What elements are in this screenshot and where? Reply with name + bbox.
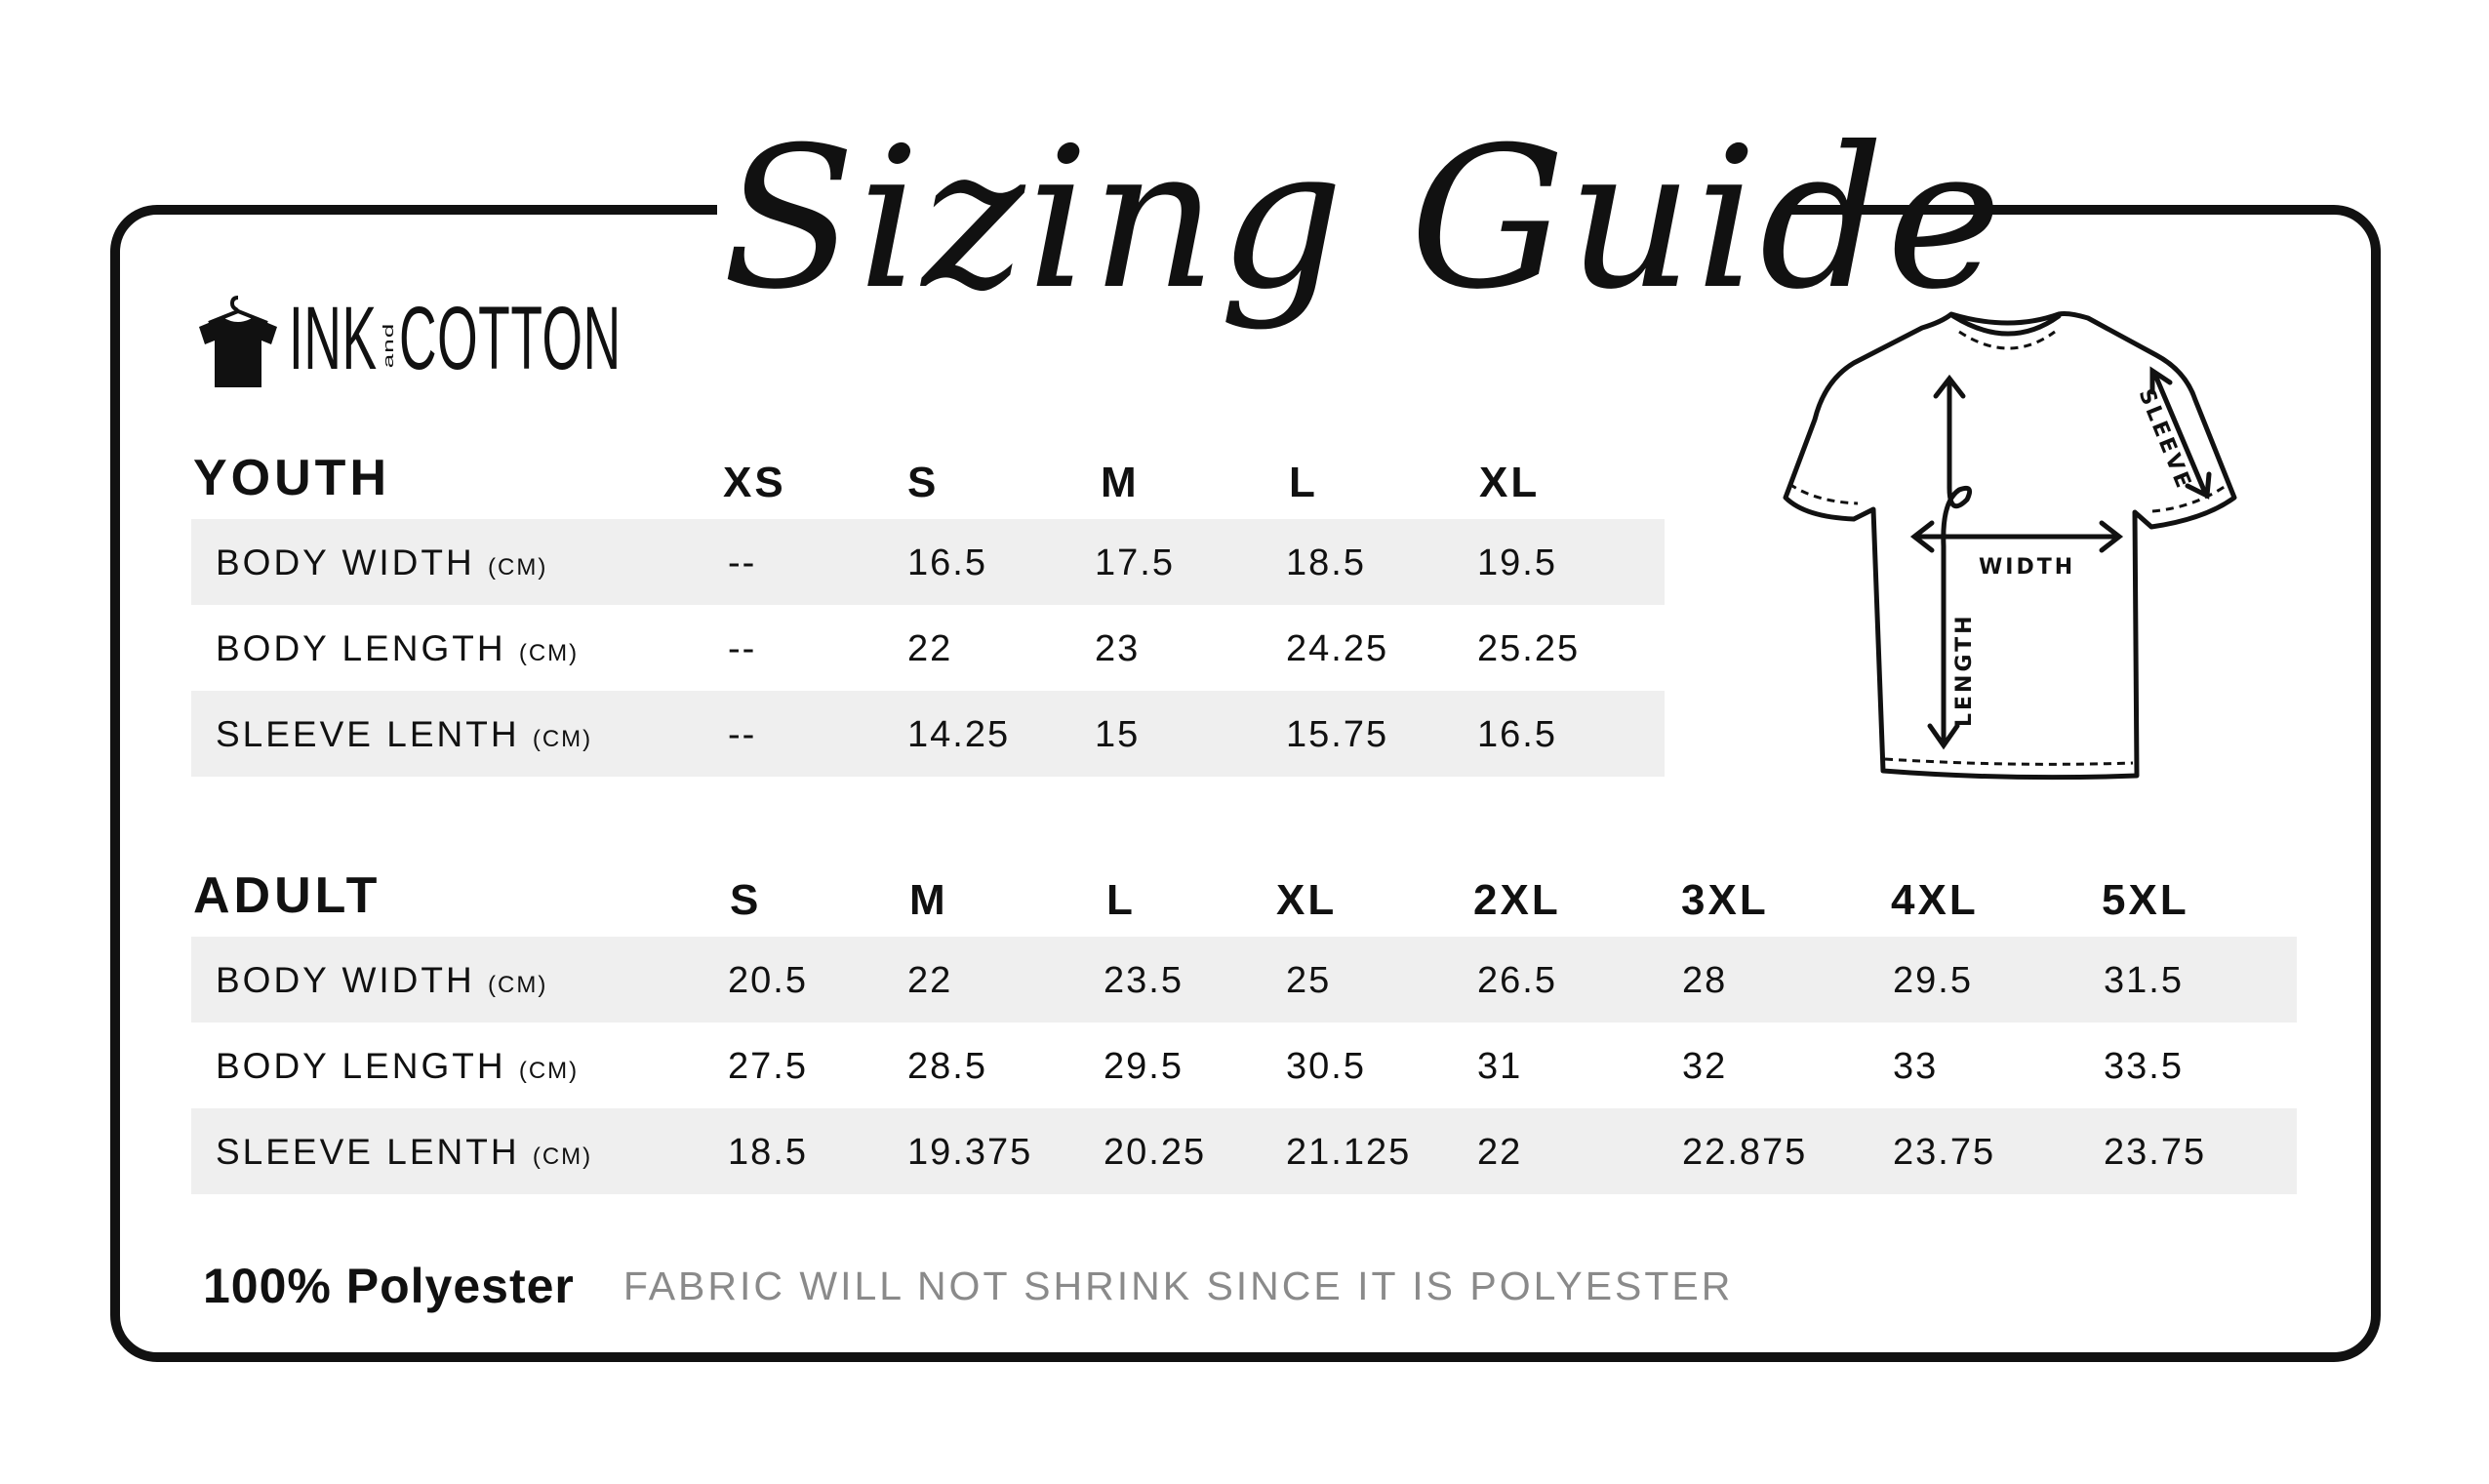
youth-size-s: S	[907, 459, 940, 506]
cell: 21.125	[1286, 1132, 1412, 1173]
cell: 23.75	[1893, 1132, 1996, 1173]
adult-table	[191, 859, 2297, 1194]
adult-size-4xl: 4XL	[1891, 876, 1979, 924]
diagram-width-label: WIDTH	[1979, 555, 2076, 580]
unit-label: (CM)	[518, 1058, 580, 1084]
cell: 16.5	[1477, 714, 1557, 755]
cell: 16.5	[907, 542, 987, 583]
youth-size-l: L	[1289, 459, 1318, 506]
cell: 15	[1095, 714, 1141, 755]
tshirt-measurement-diagram	[1776, 293, 2264, 800]
cell: 22.875	[1682, 1132, 1808, 1173]
cell: 33	[1893, 1046, 1939, 1087]
cell: 22	[907, 960, 953, 1001]
row-label: BODY WIDTH	[216, 960, 475, 1000]
youth-size-m: M	[1101, 459, 1140, 506]
cell: 26.5	[1477, 960, 1557, 1001]
youth-header-row	[191, 441, 1665, 519]
brand-ink: INK	[289, 289, 378, 389]
adult-size-xl: XL	[1276, 876, 1338, 924]
page-title: Sizing Guide	[722, 105, 2004, 333]
cell: 17.5	[1095, 542, 1175, 583]
row-label: SLEEVE LENTH	[216, 1132, 520, 1172]
adult-size-m: M	[909, 876, 948, 924]
row-label: BODY LENGTH	[216, 1046, 506, 1086]
adult-row-body-width	[191, 937, 2297, 1023]
cell: 31.5	[2104, 960, 2184, 1001]
row-label: BODY LENGTH	[216, 628, 506, 668]
brand-cotton: COTTON	[398, 289, 622, 389]
cell: 33.5	[2104, 1046, 2184, 1087]
cell: 28	[1682, 960, 1728, 1001]
cell: 29.5	[1893, 960, 1973, 1001]
unit-label: (CM)	[532, 1143, 593, 1170]
cell: 29.5	[1104, 1046, 1184, 1087]
unit-label: (CM)	[532, 726, 593, 752]
cell: 18.5	[728, 1132, 808, 1173]
youth-size-xl: XL	[1479, 459, 1541, 506]
cell: 20.5	[728, 960, 808, 1001]
adult-header-row	[191, 859, 2297, 937]
cell: 27.5	[728, 1046, 808, 1087]
hem-stitch	[1885, 759, 2133, 764]
cell: 15.75	[1286, 714, 1389, 755]
adult-size-l: L	[1106, 876, 1136, 924]
tshirt-hanger-icon	[193, 294, 283, 391]
youth-row-body-length	[191, 605, 1665, 691]
cell: 14.25	[907, 714, 1011, 755]
cell: 22	[1477, 1132, 1523, 1173]
cell: 18.5	[1286, 542, 1366, 583]
adult-heading: ADULT	[193, 867, 381, 924]
row-label: BODY WIDTH	[216, 542, 475, 582]
cell: 19.5	[1477, 542, 1557, 583]
youth-row-body-width	[191, 519, 1665, 605]
diagram-sleeve-label: SLEEVE	[2133, 384, 2196, 495]
cell: 30.5	[1286, 1046, 1366, 1087]
brand-logo	[193, 291, 863, 393]
youth-heading: YOUTH	[193, 450, 390, 506]
adult-size-3xl: 3XL	[1681, 876, 1769, 924]
youth-size-xs: XS	[723, 459, 786, 506]
youth-table	[191, 441, 1665, 777]
unit-label: (CM)	[488, 972, 548, 998]
adult-size-5xl: 5XL	[2102, 876, 2189, 924]
diagram-length-label: LENGTH	[1952, 613, 1977, 727]
fabric-note: FABRIC WILL NOT SHRINK SINCE IT IS POLYESTER	[622, 1263, 1734, 1308]
cell: 23.5	[1104, 960, 1184, 1001]
left-sleeve-stitch	[1789, 484, 1858, 503]
cell: 19.375	[907, 1132, 1033, 1173]
youth-row-sleeve-length	[191, 691, 1665, 777]
cell: 22	[907, 628, 953, 669]
cell: 25.25	[1477, 628, 1581, 669]
adult-size-2xl: 2XL	[1473, 876, 1561, 924]
cell: 25	[1286, 960, 1332, 1001]
unit-label: (CM)	[518, 640, 580, 666]
footer	[203, 1252, 1733, 1320]
cell: 23	[1095, 628, 1141, 669]
brand-wordmark	[289, 290, 622, 394]
cell: 28.5	[907, 1046, 987, 1087]
cell: 23.75	[2104, 1132, 2207, 1173]
unit-label: (CM)	[488, 554, 548, 581]
fabric-label: 100% Polyester	[203, 1259, 575, 1313]
brand-and: and	[380, 322, 397, 369]
cell: 24.25	[1286, 628, 1389, 669]
adult-row-body-length	[191, 1023, 2297, 1108]
cell: 32	[1682, 1046, 1728, 1087]
adult-row-sleeve-length	[191, 1108, 2297, 1194]
cell: --	[728, 714, 757, 755]
row-label: SLEEVE LENTH	[216, 714, 520, 754]
cell: --	[728, 628, 757, 669]
cell: --	[728, 542, 757, 583]
cell: 20.25	[1104, 1132, 1207, 1173]
adult-size-s: S	[730, 876, 762, 924]
cell: 31	[1477, 1046, 1523, 1087]
